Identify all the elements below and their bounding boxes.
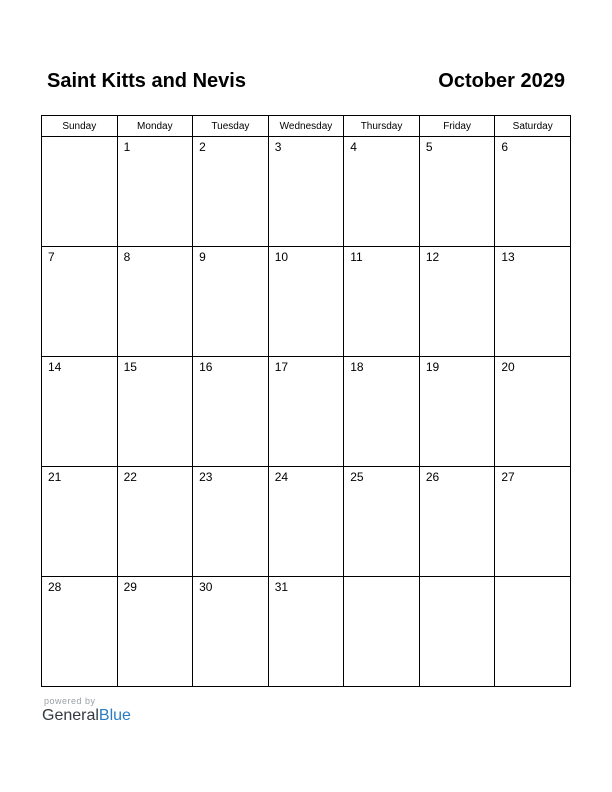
day-cell (419, 467, 495, 577)
week-row (42, 577, 571, 687)
weekday-thursday: Thursday (344, 116, 420, 137)
week-row (42, 467, 571, 577)
weekday-friday: Friday (419, 116, 495, 137)
week-row (42, 247, 571, 357)
day-number: 14 (48, 360, 62, 374)
logo-blue-text: Blue (98, 707, 131, 724)
day-number: 26 (425, 470, 440, 484)
day-cell (419, 247, 495, 357)
day-cell (419, 137, 495, 247)
day-cell (117, 247, 193, 357)
day-cell (495, 467, 571, 577)
region-title: Saint Kitts and Nevis (47, 70, 246, 92)
day-cell (193, 357, 269, 467)
day-cell (268, 247, 344, 357)
day-cell (193, 247, 269, 357)
day-cell (193, 577, 269, 687)
day-number: 5 (425, 140, 433, 154)
calendar-grid (41, 115, 571, 687)
day-number: 25 (350, 470, 364, 484)
day-cell (419, 577, 495, 687)
day-cell (344, 577, 420, 687)
day-number: 31 (274, 580, 289, 594)
day-cell (268, 467, 344, 577)
day-number: 6 (501, 140, 509, 154)
day-number: 8 (123, 250, 131, 264)
week-row (42, 137, 571, 247)
day-number: 18 (350, 360, 364, 374)
day-cell (42, 577, 118, 687)
logo-general-text: General (42, 707, 99, 724)
day-cell (193, 137, 269, 247)
day-number: 29 (123, 580, 137, 594)
day-number: 21 (48, 470, 62, 484)
day-number: 7 (48, 250, 55, 264)
brand-footer (42, 696, 131, 725)
weekday-sunday: Sunday (42, 116, 118, 137)
day-number: 13 (501, 250, 515, 264)
day-number: 22 (123, 470, 137, 484)
day-cell (42, 137, 118, 247)
day-number: 20 (501, 360, 515, 374)
day-cell (268, 137, 344, 247)
day-cell (268, 357, 344, 467)
day-cell (495, 577, 571, 687)
generalblue-logo[interactable] (42, 707, 131, 725)
day-number: 16 (199, 360, 213, 374)
weekday-tuesday: Tuesday (193, 116, 269, 137)
day-cell (495, 137, 571, 247)
day-number: 12 (425, 250, 440, 264)
day-cell (117, 137, 193, 247)
powered-by-label: powered by (44, 696, 96, 706)
day-number: 10 (274, 250, 289, 264)
day-number: 1 (123, 140, 131, 154)
week-row (42, 357, 571, 467)
day-number (344, 577, 419, 580)
day-cell (419, 357, 495, 467)
weekday-wednesday: Wednesday (268, 116, 344, 137)
day-cell (117, 577, 193, 687)
month-title: October 2029 (438, 70, 565, 92)
day-number (495, 577, 570, 580)
weekday-monday: Monday (117, 116, 193, 137)
day-number: 15 (123, 360, 137, 374)
day-cell (193, 467, 269, 577)
day-cell (344, 247, 420, 357)
day-cell (495, 247, 571, 357)
day-number: 23 (199, 470, 213, 484)
weekday-header-row (42, 116, 571, 137)
day-number: 30 (199, 580, 213, 594)
day-number: 3 (274, 140, 282, 154)
day-cell (344, 137, 420, 247)
day-cell (42, 357, 118, 467)
day-number: 19 (425, 360, 440, 374)
day-cell (268, 577, 344, 687)
day-number: 17 (274, 360, 289, 374)
calendar-header (47, 70, 565, 98)
day-cell (42, 247, 118, 357)
day-number: 2 (199, 140, 206, 154)
day-cell (42, 467, 118, 577)
weekday-saturday: Saturday (495, 116, 571, 137)
day-cell (117, 357, 193, 467)
day-number: 4 (350, 140, 357, 154)
day-number: 24 (274, 470, 289, 484)
day-cell (117, 467, 193, 577)
day-number: 28 (48, 580, 62, 594)
day-cell (344, 467, 420, 577)
day-number (420, 577, 495, 580)
day-number: 11 (350, 250, 363, 264)
day-number: 27 (501, 470, 515, 484)
day-number (42, 137, 117, 140)
day-cell (495, 357, 571, 467)
day-number: 9 (199, 250, 206, 264)
day-cell (344, 357, 420, 467)
